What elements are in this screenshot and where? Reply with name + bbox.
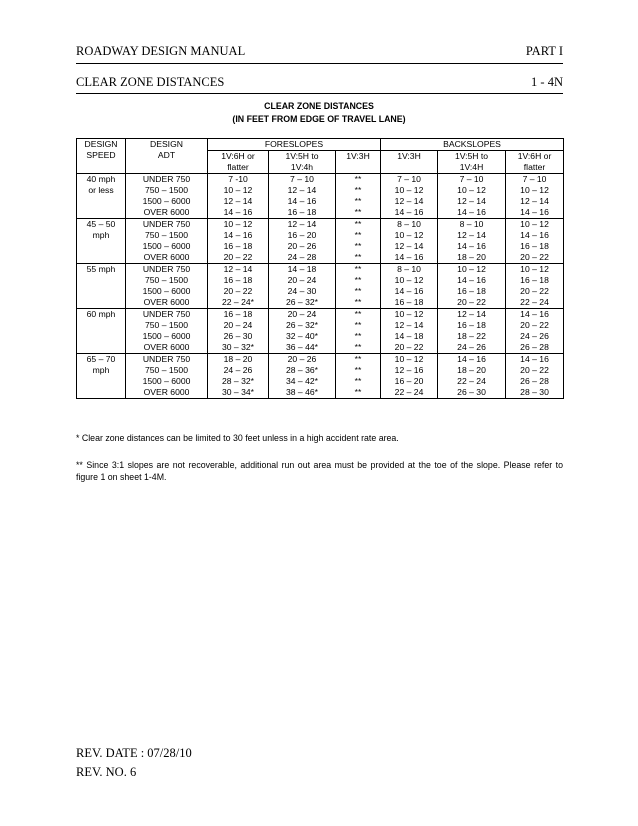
header-design-adt: DESIGN ADT [126, 139, 208, 174]
adt-cell: UNDER 750 750 – 1500 1500 – 6000 OVER 6000 [126, 309, 208, 354]
table-row [77, 219, 564, 264]
value-cell: 10 – 12 14 – 16 16 – 18 20 – 22 [438, 264, 506, 309]
value-cell: 10 – 12 14 – 16 16 – 18 20 – 22 [208, 219, 269, 264]
value-cell: 12 – 14 16 – 18 18 – 22 24 – 26 [438, 309, 506, 354]
header-fore-6h: 1V:6H or flatter [208, 151, 269, 174]
manual-title: ROADWAY DESIGN MANUAL [76, 44, 246, 58]
value-cell: 7 – 10 10 – 12 12 – 14 14 – 16 [438, 174, 506, 219]
revision-number: REV. NO. 6 [76, 765, 137, 779]
value-cell: 8 – 10 12 – 14 14 – 16 18 – 20 [438, 219, 506, 264]
value-cell: 7 – 10 10 – 12 12 – 14 14 – 16 [381, 174, 438, 219]
value-cell: 10 – 12 14 – 16 16 – 18 20 – 22 [506, 219, 564, 264]
table-row [77, 174, 564, 219]
header-back-3h: 1V:3H [381, 151, 438, 174]
table-row [77, 264, 564, 309]
part-label: PART I [525, 44, 563, 58]
value-cell: 12 – 14 16 – 20 20 – 26 24 – 28 [269, 219, 336, 264]
header-foreslopes: FORESLOPES [208, 139, 381, 151]
speed-cell: 40 mph or less [77, 174, 126, 219]
table-title: CLEAR ZONE DISTANCES [264, 101, 374, 111]
header-fore-3h: 1V:3H [336, 151, 381, 174]
adt-cell: UNDER 750 750 – 1500 1500 – 6000 OVER 6000 [126, 354, 208, 399]
value-cell: 20 – 24 26 – 32* 32 – 40* 36 – 44* [269, 309, 336, 354]
adt-cell: UNDER 750 750 – 1500 1500 – 6000 OVER 6000 [126, 174, 208, 219]
table-header-row [77, 139, 564, 151]
value-cell: 14 – 18 20 – 24 24 – 30 26 – 32* [269, 264, 336, 309]
value-cell: 7 -10 10 – 12 12 – 14 14 – 16 [208, 174, 269, 219]
header-fore-5h-4h: 1V:5H to 1V:4h [269, 151, 336, 174]
speed-cell: 45 – 50 mph [77, 219, 126, 264]
header-rule-bottom [76, 93, 563, 94]
header-design-speed: DESIGN SPEED [77, 139, 126, 174]
value-cell: 14 – 16 20 – 22 24 – 26 26 – 28 [506, 309, 564, 354]
header-rule-top [76, 63, 563, 64]
header-backslopes: BACKSLOPES [381, 139, 564, 151]
value-cell: ** ** ** ** [336, 264, 381, 309]
adt-cell: UNDER 750 750 – 1500 1500 – 6000 OVER 6000 [126, 264, 208, 309]
value-cell: ** ** ** ** [336, 219, 381, 264]
revision-date: REV. DATE : 07/28/10 [76, 746, 192, 760]
value-cell: 10 – 12 12 – 14 14 – 18 20 – 22 [381, 309, 438, 354]
header-back-5h-4h: 1V:5H to 1V:4H [438, 151, 506, 174]
section-title: CLEAR ZONE DISTANCES [76, 75, 225, 89]
table-row [77, 354, 564, 399]
page-number: 1 - 4N [531, 75, 563, 89]
value-cell: 12 – 14 16 – 18 20 – 22 22 – 24* [208, 264, 269, 309]
value-cell: 10 – 12 12 – 16 16 – 20 22 – 24 [381, 354, 438, 399]
value-cell: 8 – 10 10 – 12 12 – 14 14 – 16 [381, 219, 438, 264]
value-cell: ** ** ** ** [336, 354, 381, 399]
value-cell: 14 – 16 20 – 22 26 – 28 28 – 30 [506, 354, 564, 399]
value-cell: 7 – 10 12 – 14 14 – 16 16 – 18 [269, 174, 336, 219]
speed-cell: 55 mph [77, 264, 126, 309]
footnote-double-asterisk: ** Since 3:1 slopes are not recoverable, additional run out area must be provided at the toe of the slope. Please refer to figure 1 on sheet 1-4M. [76, 460, 563, 482]
value-cell: 18 – 20 24 – 26 28 – 32* 30 – 34* [208, 354, 269, 399]
footnote-single-asterisk: * Clear zone distances can be limited to 30 feet unless in a high accident rate area. [76, 433, 399, 443]
value-cell: ** ** ** ** [336, 309, 381, 354]
value-cell: 20 – 26 28 – 36* 34 – 42* 38 – 46* [269, 354, 336, 399]
value-cell: 7 – 10 10 – 12 12 – 14 14 – 16 [506, 174, 564, 219]
table-subtitle: (IN FEET FROM EDGE OF TRAVEL LANE) [232, 114, 406, 124]
value-cell: ** ** ** ** [336, 174, 381, 219]
value-cell: 16 – 18 20 – 24 26 – 30 30 – 32* [208, 309, 269, 354]
table-row [77, 309, 564, 354]
speed-cell: 65 – 70 mph [77, 354, 126, 399]
clear-zone-table [76, 138, 564, 399]
adt-cell: UNDER 750 750 – 1500 1500 – 6000 OVER 6000 [126, 219, 208, 264]
header-back-6h: 1V:6H or flatter [506, 151, 564, 174]
speed-cell: 60 mph [77, 309, 126, 354]
value-cell: 8 – 10 10 – 12 14 – 16 16 – 18 [381, 264, 438, 309]
value-cell: 10 – 12 16 – 18 20 – 22 22 – 24 [506, 264, 564, 309]
value-cell: 14 – 16 18 – 20 22 – 24 26 – 30 [438, 354, 506, 399]
